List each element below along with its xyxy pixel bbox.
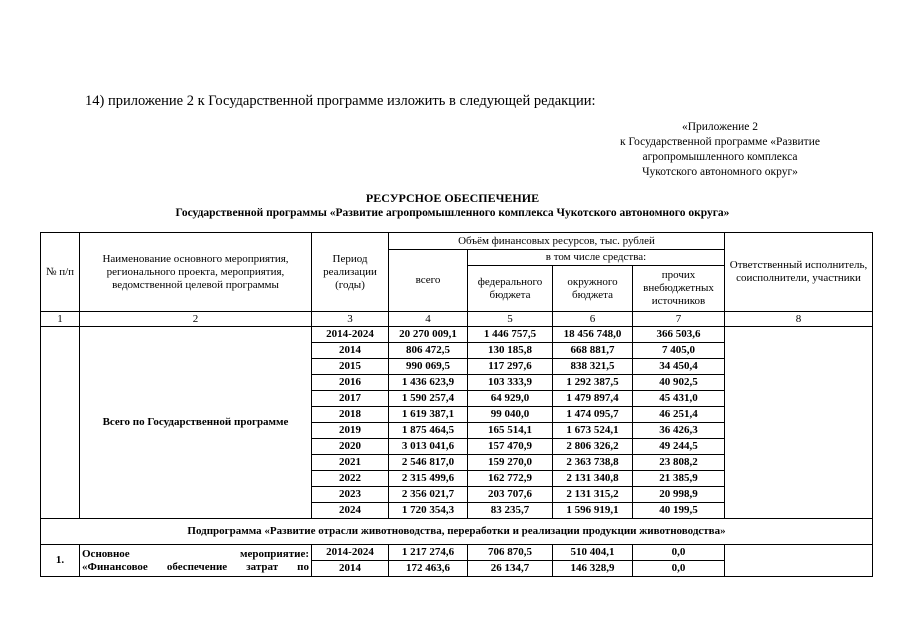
column-number: 7 — [633, 312, 725, 327]
header-responsible: Ответственный исполнитель, соисполнители, участники — [725, 233, 873, 312]
okrug-cell: 838 321,5 — [553, 359, 633, 375]
column-number: 8 — [725, 312, 873, 327]
period-cell: 2021 — [312, 455, 389, 471]
okrug-cell: 510 404,1 — [553, 545, 633, 561]
responsible-cell — [725, 545, 873, 577]
total-cell: 20 270 009,1 — [389, 327, 468, 343]
federal-cell: 203 707,6 — [468, 487, 553, 503]
total-number-cell — [41, 327, 80, 519]
federal-cell: 64 929,0 — [468, 391, 553, 407]
other-cell: 40 902,5 — [633, 375, 725, 391]
column-number: 2 — [80, 312, 312, 327]
other-cell: 20 998,9 — [633, 487, 725, 503]
header-total: всего — [389, 250, 468, 312]
federal-cell: 117 297,6 — [468, 359, 553, 375]
other-cell: 36 426,3 — [633, 423, 725, 439]
resource-table — [40, 232, 873, 577]
column-number: 4 — [389, 312, 468, 327]
federal-cell: 1 446 757,5 — [468, 327, 553, 343]
total-cell: 2 546 817,0 — [389, 455, 468, 471]
federal-cell: 706 870,5 — [468, 545, 553, 561]
document-subtitle: Государственной программы «Развитие агропромышленного комплекса Чукотского автономного округа» — [175, 207, 730, 219]
period-cell: 2016 — [312, 375, 389, 391]
federal-cell: 83 235,7 — [468, 503, 553, 519]
okrug-cell: 18 456 748,0 — [553, 327, 633, 343]
other-cell: 7 405,0 — [633, 343, 725, 359]
other-cell: 366 503,6 — [633, 327, 725, 343]
total-cell: 990 069,5 — [389, 359, 468, 375]
header-federal: федерального бюджета — [468, 266, 553, 312]
column-number: 5 — [468, 312, 553, 327]
period-cell: 2022 — [312, 471, 389, 487]
appendix-line: агропромышленного комплекса — [642, 151, 798, 163]
period-cell: 2018 — [312, 407, 389, 423]
column-number: 1 — [41, 312, 80, 327]
period-cell: 2015 — [312, 359, 389, 375]
other-cell: 34 450,4 — [633, 359, 725, 375]
other-cell: 49 244,5 — [633, 439, 725, 455]
okrug-cell: 146 328,9 — [553, 561, 633, 577]
okrug-cell: 2 363 738,8 — [553, 455, 633, 471]
total-label: Всего по Государственной программе — [80, 327, 312, 519]
subprogram-row — [41, 519, 873, 545]
header-including: в том числе средства: — [468, 250, 725, 266]
federal-cell: 165 514,1 — [468, 423, 553, 439]
period-cell: 2014 — [312, 561, 389, 577]
subprogram-title: Подпрограмма «Развитие отрасли животноводства, переработки и реализации продукции животноводства» — [41, 519, 873, 545]
column-number: 3 — [312, 312, 389, 327]
period-cell: 2014 — [312, 343, 389, 359]
federal-cell: 99 040,0 — [468, 407, 553, 423]
federal-cell: 103 333,9 — [468, 375, 553, 391]
okrug-cell: 2 806 326,2 — [553, 439, 633, 455]
column-number: 6 — [553, 312, 633, 327]
total-cell: 1 619 387,1 — [389, 407, 468, 423]
okrug-cell: 1 673 524,1 — [553, 423, 633, 439]
total-cell: 2 315 499,6 — [389, 471, 468, 487]
table-row — [41, 545, 873, 561]
item-name — [80, 545, 312, 577]
okrug-cell: 1 292 387,5 — [553, 375, 633, 391]
appendix-line: к Государственной программе «Развитие — [620, 136, 820, 148]
total-cell: 172 463,6 — [389, 561, 468, 577]
federal-cell: 159 270,0 — [468, 455, 553, 471]
header-period: Период реализации (годы) — [312, 233, 389, 312]
other-cell: 0,0 — [633, 561, 725, 577]
header-other: прочих внебюджетных источников — [633, 266, 725, 312]
period-cell: 2014-2024 — [312, 545, 389, 561]
other-cell: 23 808,2 — [633, 455, 725, 471]
total-cell: 1 590 257,4 — [389, 391, 468, 407]
okrug-cell: 2 131 340,8 — [553, 471, 633, 487]
okrug-cell: 2 131 315,2 — [553, 487, 633, 503]
okrug-cell: 1 474 095,7 — [553, 407, 633, 423]
other-cell: 40 199,5 — [633, 503, 725, 519]
period-cell: 2020 — [312, 439, 389, 455]
responsible-cell — [725, 327, 873, 519]
item-name-line: Основное мероприятие: — [82, 547, 309, 560]
period-cell: 2019 — [312, 423, 389, 439]
total-cell: 806 472,5 — [389, 343, 468, 359]
federal-cell: 130 185,8 — [468, 343, 553, 359]
okrug-cell: 1 596 919,1 — [553, 503, 633, 519]
period-cell: 2017 — [312, 391, 389, 407]
period-cell: 2024 — [312, 503, 389, 519]
header-name: Наименование основного мероприятия, регионального проекта, мероприятия, ведомственной целевой программы — [80, 233, 312, 312]
other-cell: 45 431,0 — [633, 391, 725, 407]
other-cell: 46 251,4 — [633, 407, 725, 423]
header-okrug: окружного бюджета — [553, 266, 633, 312]
total-cell: 1 217 274,6 — [389, 545, 468, 561]
total-cell: 1 436 623,9 — [389, 375, 468, 391]
appendix-line: Чукотского автономного округ» — [642, 166, 798, 178]
okrug-cell: 668 881,7 — [553, 343, 633, 359]
okrug-cell: 1 479 897,4 — [553, 391, 633, 407]
document-title: РЕСУРСНОЕ ОБЕСПЕЧЕНИЕ — [365, 191, 540, 205]
total-cell: 1 720 354,3 — [389, 503, 468, 519]
federal-cell: 26 134,7 — [468, 561, 553, 577]
appendix-line: «Приложение 2 — [681, 121, 759, 133]
total-cell: 3 013 041,6 — [389, 439, 468, 455]
other-cell: 21 385,9 — [633, 471, 725, 487]
total-cell: 2 356 021,7 — [389, 487, 468, 503]
header-number: № п/п — [41, 233, 80, 312]
federal-cell: 157 470,9 — [468, 439, 553, 455]
header-volume: Объём финансовых ресурсов, тыс. рублей — [389, 233, 725, 250]
table-row — [41, 327, 873, 343]
item-number: 1. — [41, 545, 80, 577]
federal-cell: 162 772,9 — [468, 471, 553, 487]
intro-text: 14) приложение 2 к Государственной программе изложить в следующей редакции: — [85, 93, 596, 109]
other-cell: 0,0 — [633, 545, 725, 561]
period-cell: 2014-2024 — [312, 327, 389, 343]
period-cell: 2023 — [312, 487, 389, 503]
total-cell: 1 875 464,5 — [389, 423, 468, 439]
appendix-header — [560, 120, 880, 180]
item-name-line: «Финансовое обеспечение затрат по — [82, 560, 309, 573]
